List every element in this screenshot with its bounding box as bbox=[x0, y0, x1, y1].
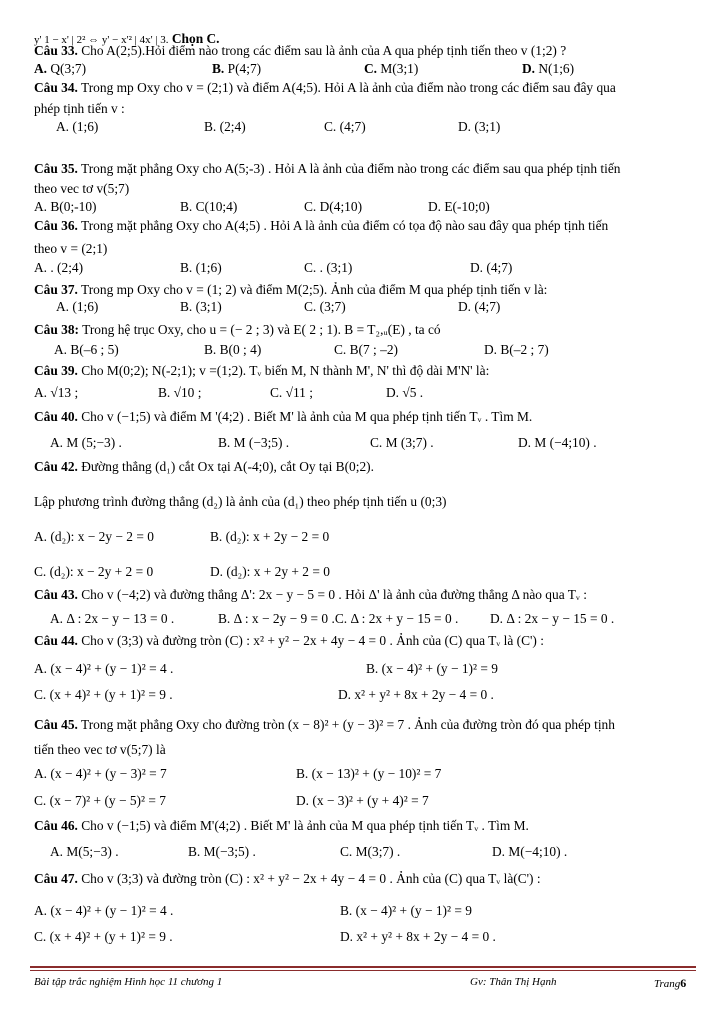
option-text: D. x² + y² + 8x + 2y − 4 = 0 . bbox=[340, 929, 496, 944]
answer-option bbox=[34, 198, 96, 215]
option-text: D. (4;7) bbox=[470, 260, 513, 275]
option-text: C. (3;7) bbox=[304, 299, 346, 314]
question-line bbox=[34, 100, 125, 117]
question-line bbox=[34, 493, 446, 510]
question-text: Cho v (−1;5) và điểm M '(4;2) . Biết M' là ảnh của M qua phép tịnh tiến Tᵥ . Tìm M. bbox=[77, 409, 533, 424]
question-number: Câu 37. bbox=[34, 282, 78, 297]
answer-option bbox=[340, 928, 496, 945]
answer-option bbox=[34, 792, 166, 809]
question-number: Câu 38: bbox=[34, 322, 80, 337]
question-number: Câu 42. bbox=[34, 459, 78, 474]
answer-option bbox=[492, 843, 567, 860]
footer-center: Gv: Thân Thị Hạnh bbox=[470, 976, 557, 988]
answer-option bbox=[180, 298, 222, 315]
question-text: theo v = (2;1) bbox=[34, 241, 108, 256]
question-line bbox=[34, 408, 532, 425]
question-number: Câu 36. bbox=[34, 218, 78, 233]
answer-option bbox=[56, 298, 98, 315]
question-line bbox=[34, 362, 489, 379]
question-line bbox=[34, 870, 541, 887]
question-text: Cho M(0;2); N(-2;1); v =(1;2). Tᵥ biến M, N thành M', N' thì độ dài M'N' là: bbox=[77, 363, 490, 378]
option-text: D. M(−4;10) . bbox=[492, 844, 568, 859]
option-text: A. √13 ; bbox=[34, 385, 79, 400]
option-text: B. (2;4) bbox=[204, 119, 246, 134]
answer-option bbox=[458, 298, 500, 315]
answer-option bbox=[34, 259, 83, 276]
option-text: A. M (5;−3) . bbox=[50, 435, 122, 450]
answer-option bbox=[34, 928, 173, 945]
option-text: D. M (−4;10) . bbox=[518, 435, 597, 450]
footer-page-number: 6 bbox=[680, 976, 687, 990]
question-text: phép tịnh tiến v : bbox=[34, 101, 125, 116]
option-text: C. M(3;7) . bbox=[340, 844, 401, 859]
option-text: A. (x − 4)² + (y − 1)² = 4 . bbox=[34, 661, 174, 676]
question-line bbox=[34, 586, 587, 603]
question-text: Đường thẳng (d₁) cắt Ox tại A(-4;0), cắt Oy tại B(0;2). bbox=[77, 459, 374, 474]
question-text: Lập phương trình đường thẳng (d₂) là ảnh của (d₁) theo phép tịnh tiến u (0;3) bbox=[34, 494, 447, 509]
option-text: B. B(0 ; 4) bbox=[204, 342, 262, 357]
option-text: B. √10 ; bbox=[158, 385, 202, 400]
question-number: Câu 47. bbox=[34, 871, 78, 886]
option-text: A. (x − 4)² + (y − 3)² = 7 bbox=[34, 766, 167, 781]
question-text: Trong mặt phẳng Oxy cho A(4;5) . Hỏi A là ảnh của điểm có tọa độ nào sau đây qua phép tịnh tiến bbox=[77, 218, 609, 233]
option-text: B. (1;6) bbox=[180, 260, 222, 275]
option-text: C. M (3;7) . bbox=[370, 435, 434, 450]
answer-option bbox=[34, 563, 153, 580]
answer-option bbox=[158, 384, 201, 401]
option-text: B. (x − 4)² + (y − 1)² = 9 bbox=[366, 661, 498, 676]
answer-option bbox=[364, 60, 418, 77]
question-line bbox=[34, 240, 107, 257]
question-number: Câu 45. bbox=[34, 717, 78, 732]
option-text: C. B(7 ; –2) bbox=[334, 342, 398, 357]
top-line-answer: Chọn C. bbox=[171, 31, 220, 46]
question-number: Câu 33. bbox=[34, 43, 78, 58]
question-text: tiến theo vec tơ v(5;7) là bbox=[34, 742, 166, 757]
footer-rule-thick bbox=[30, 966, 696, 968]
option-text: C. . (3;1) bbox=[304, 260, 353, 275]
answer-option bbox=[204, 118, 246, 135]
answer-option bbox=[34, 384, 78, 401]
option-text: C. (4;7) bbox=[324, 119, 366, 134]
answer-option bbox=[50, 434, 122, 451]
question-line bbox=[34, 42, 566, 59]
question-line bbox=[34, 817, 529, 834]
option-text: B. (x − 4)² + (y − 1)² = 9 bbox=[340, 903, 472, 918]
question-line bbox=[34, 458, 374, 475]
option-text: A. (x − 4)² + (y − 1)² = 4 . bbox=[34, 903, 174, 918]
footer-rule-thin bbox=[30, 970, 696, 971]
question-text: Cho v (−1;5) và điểm M'(4;2) . Biết M' là ảnh của M qua phép tịnh tiến Tᵥ . Tìm M. bbox=[77, 818, 529, 833]
question-line bbox=[34, 217, 608, 234]
answer-option bbox=[54, 341, 119, 358]
answer-option bbox=[34, 60, 86, 77]
option-text: B. M(−3;5) . bbox=[188, 844, 256, 859]
option-text: B. (d₂): x + 2y − 2 = 0 bbox=[210, 529, 330, 544]
option-text: A. Δ : 2x − y − 13 = 0 . bbox=[50, 611, 175, 626]
question-text: theo vec tơ v(5;7) bbox=[34, 181, 130, 196]
option-letter: A. bbox=[34, 61, 48, 76]
top-line-math: y' 1 − x' | 2² ⇔ y' − x'² | 4x' | 3. bbox=[34, 34, 169, 46]
answer-option bbox=[386, 384, 423, 401]
answer-option bbox=[518, 434, 597, 451]
answer-option bbox=[324, 118, 366, 135]
answer-option bbox=[218, 610, 458, 627]
question-number: Câu 35. bbox=[34, 161, 78, 176]
option-text: D. E(-10;0) bbox=[428, 199, 490, 214]
option-letter: D. bbox=[522, 61, 536, 76]
option-text: B. C(10;4) bbox=[180, 199, 238, 214]
question-text: Cho v (3;3) và đường tròn (C) : x² + y² − 2x + 4y − 4 = 0 . Ảnh của (C) qua Tᵥ là(C') : bbox=[77, 871, 541, 886]
answer-option bbox=[50, 610, 174, 627]
answer-option bbox=[338, 686, 494, 703]
option-text: A. M(5;−3) . bbox=[50, 844, 119, 859]
footer-left: Bài tập trắc nghiệm Hình học 11 chương 1 bbox=[34, 976, 223, 988]
answer-option bbox=[428, 198, 490, 215]
answer-option bbox=[50, 843, 119, 860]
option-text: Q(3;7) bbox=[47, 61, 87, 76]
option-letter: C. bbox=[364, 61, 378, 76]
option-text: A. B(0;-10) bbox=[34, 199, 97, 214]
option-text: A. (1;6) bbox=[56, 119, 99, 134]
option-text: C. (d₂): x − 2y + 2 = 0 bbox=[34, 564, 154, 579]
option-text: D. x² + y² + 8x + 2y − 4 = 0 . bbox=[338, 687, 494, 702]
question-text: Cho v (−4;2) và đường thẳng Δ': 2x − y − 5 = 0 . Hỏi Δ' là ảnh của đường thẳng Δ nào qua Tᵥ : bbox=[77, 587, 587, 602]
question-text: Cho A(2;5).Hỏi điểm nào trong các điểm sau là ảnh của A qua phép tịnh tiến theo v (1;2) ? bbox=[77, 43, 567, 58]
question-line bbox=[34, 79, 616, 96]
question-text: Trong mp Oxy cho v = (2;1) và điểm A(4;5). Hỏi A là ảnh của điểm nào trong các điểm sau đây qua bbox=[77, 80, 616, 95]
answer-option bbox=[334, 341, 398, 358]
option-text: D. (4;7) bbox=[458, 299, 501, 314]
answer-option bbox=[370, 434, 434, 451]
footer-page-label: Trang bbox=[654, 978, 681, 990]
option-text: N(1;6) bbox=[535, 61, 575, 76]
answer-option bbox=[304, 259, 352, 276]
question-text: Cho v (3;3) và đường tròn (C) : x² + y² − 2x + 4y − 4 = 0 . Ảnh của (C) qua Tᵥ là (C') : bbox=[77, 633, 544, 648]
option-text: P(4;7) bbox=[224, 61, 262, 76]
option-text: B. Δ : x − 2y − 9 = 0 .C. Δ : 2x + y − 15 = 0 . bbox=[218, 611, 459, 626]
question-text: Trong mp Oxy cho v = (1; 2) và điểm M(2;5). Ảnh của điểm M qua phép tịnh tiến v là: bbox=[77, 282, 548, 297]
answer-option bbox=[34, 686, 173, 703]
answer-option bbox=[212, 60, 261, 77]
answer-option bbox=[522, 60, 574, 77]
answer-option bbox=[340, 902, 472, 919]
option-text: C. √11 ; bbox=[270, 385, 313, 400]
question-line bbox=[34, 160, 621, 177]
question-line bbox=[34, 632, 544, 649]
option-text: M(3;1) bbox=[377, 61, 419, 76]
option-text: A. . (2;4) bbox=[34, 260, 84, 275]
answer-option bbox=[34, 765, 167, 782]
option-text: B. M (−3;5) . bbox=[218, 435, 290, 450]
question-number: Câu 43. bbox=[34, 587, 78, 602]
answer-option bbox=[210, 563, 330, 580]
answer-option bbox=[296, 765, 441, 782]
question-line bbox=[34, 281, 547, 298]
question-number: Câu 46. bbox=[34, 818, 78, 833]
question-line bbox=[34, 321, 441, 338]
option-text: D. √5 . bbox=[386, 385, 424, 400]
answer-option bbox=[296, 792, 429, 809]
answer-option bbox=[34, 902, 173, 919]
answer-option bbox=[470, 259, 512, 276]
answer-option bbox=[458, 118, 500, 135]
question-text: Trong mặt phẳng Oxy cho đường tròn (x − 8)² + (y − 3)² = 7 . Ảnh của đường tròn đó qua phép tịnh bbox=[77, 717, 615, 732]
answer-option bbox=[204, 341, 261, 358]
option-text: D. B(–2 ; 7) bbox=[484, 342, 549, 357]
answer-option bbox=[34, 660, 173, 677]
question-line bbox=[34, 741, 166, 758]
option-text: A. (1;6) bbox=[56, 299, 99, 314]
answer-option bbox=[210, 528, 329, 545]
option-letter: B. bbox=[212, 61, 225, 76]
answer-option bbox=[188, 843, 256, 860]
answer-option bbox=[180, 198, 237, 215]
option-text: C. (x + 4)² + (y + 1)² = 9 . bbox=[34, 929, 173, 944]
option-text: D. (3;1) bbox=[458, 119, 501, 134]
option-text: C. (x − 7)² + (y − 5)² = 7 bbox=[34, 793, 166, 808]
question-line bbox=[34, 716, 615, 733]
answer-option bbox=[180, 259, 222, 276]
answer-option bbox=[270, 384, 313, 401]
question-number: Câu 39. bbox=[34, 363, 78, 378]
option-text: D. (d₂): x + 2y + 2 = 0 bbox=[210, 564, 330, 579]
answer-option bbox=[366, 660, 498, 677]
answer-option bbox=[218, 434, 289, 451]
option-text: D. Δ : 2x − y − 15 = 0 . bbox=[490, 611, 615, 626]
answer-option bbox=[484, 341, 549, 358]
question-number: Câu 44. bbox=[34, 633, 78, 648]
option-text: D. (x − 3)² + (y + 4)² = 7 bbox=[296, 793, 429, 808]
question-text: Trong mặt phẳng Oxy cho A(5;-3) . Hỏi A là ảnh của điểm nào trong các điểm sau qua phép tịnh tiến bbox=[77, 161, 621, 176]
option-text: C. (x + 4)² + (y + 1)² = 9 . bbox=[34, 687, 173, 702]
answer-option bbox=[34, 528, 154, 545]
option-text: A. B(–6 ; 5) bbox=[54, 342, 119, 357]
option-text: B. (3;1) bbox=[180, 299, 222, 314]
answer-option bbox=[304, 298, 346, 315]
answer-option bbox=[56, 118, 98, 135]
question-number: Câu 34. bbox=[34, 80, 78, 95]
answer-option bbox=[340, 843, 400, 860]
answer-option bbox=[304, 198, 362, 215]
option-text: B. (x − 13)² + (y − 10)² = 7 bbox=[296, 766, 442, 781]
footer-right bbox=[654, 976, 686, 991]
question-line bbox=[34, 180, 129, 197]
option-text: A. (d₂): x − 2y − 2 = 0 bbox=[34, 529, 154, 544]
option-text: C. D(4;10) bbox=[304, 199, 363, 214]
question-number: Câu 40. bbox=[34, 409, 78, 424]
question-text: Trong hệ trục Oxy, cho u = (− 2 ; 3) và E( 2 ; 1). B = T₂,ᵤ(E) , ta có bbox=[79, 322, 441, 337]
answer-option bbox=[490, 610, 614, 627]
